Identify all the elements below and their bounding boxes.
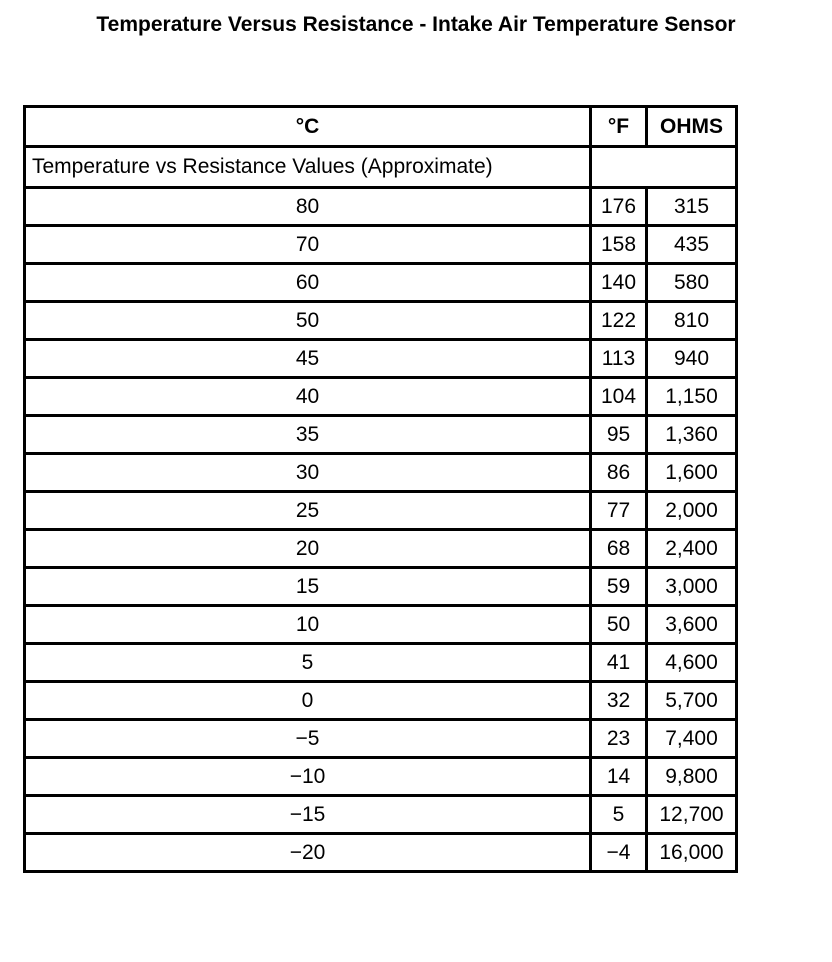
fahrenheit-cell: −4: [591, 834, 647, 872]
ohms-cell: 435: [647, 226, 737, 264]
fahrenheit-cell: 41: [591, 644, 647, 682]
table-row: [25, 606, 737, 644]
ohms-cell: 3,600: [647, 606, 737, 644]
celsius-cell: −20: [25, 834, 591, 872]
table-row: [25, 682, 737, 720]
ohms-cell: 9,800: [647, 758, 737, 796]
header-celsius: °C: [25, 107, 591, 147]
table-row: [25, 340, 737, 378]
celsius-cell: 15: [25, 568, 591, 606]
fahrenheit-cell: 59: [591, 568, 647, 606]
celsius-cell: 70: [25, 226, 591, 264]
table-subtitle: Temperature vs Resistance Values (Approximate): [25, 147, 591, 188]
celsius-cell: 45: [25, 340, 591, 378]
header-fahrenheit: °F: [591, 107, 647, 147]
table-row: [25, 302, 737, 340]
ohms-cell: 1,150: [647, 378, 737, 416]
ohms-cell: 810: [647, 302, 737, 340]
fahrenheit-cell: 95: [591, 416, 647, 454]
table-row: [25, 454, 737, 492]
ohms-cell: 1,600: [647, 454, 737, 492]
table-row: [25, 416, 737, 454]
table-row: [25, 378, 737, 416]
fahrenheit-cell: 122: [591, 302, 647, 340]
table-row: [25, 264, 737, 302]
table-row: [25, 720, 737, 758]
fahrenheit-cell: 23: [591, 720, 647, 758]
table-row: [25, 188, 737, 226]
fahrenheit-cell: 140: [591, 264, 647, 302]
celsius-cell: 60: [25, 264, 591, 302]
ohms-cell: 7,400: [647, 720, 737, 758]
fahrenheit-cell: 5: [591, 796, 647, 834]
ohms-cell: 3,000: [647, 568, 737, 606]
celsius-cell: −15: [25, 796, 591, 834]
fahrenheit-cell: 77: [591, 492, 647, 530]
temperature-resistance-table: [23, 105, 738, 873]
table-row: [25, 492, 737, 530]
ohms-cell: 580: [647, 264, 737, 302]
celsius-cell: 25: [25, 492, 591, 530]
subtitle-empty-cell: [591, 147, 737, 188]
fahrenheit-cell: 50: [591, 606, 647, 644]
celsius-cell: 40: [25, 378, 591, 416]
celsius-cell: 10: [25, 606, 591, 644]
table-row: [25, 226, 737, 264]
ohms-cell: 2,000: [647, 492, 737, 530]
fahrenheit-cell: 32: [591, 682, 647, 720]
celsius-cell: 5: [25, 644, 591, 682]
celsius-cell: 30: [25, 454, 591, 492]
ohms-cell: 12,700: [647, 796, 737, 834]
subtitle-row: [25, 147, 737, 188]
celsius-cell: 80: [25, 188, 591, 226]
table-row: [25, 758, 737, 796]
ohms-cell: 1,360: [647, 416, 737, 454]
fahrenheit-cell: 176: [591, 188, 647, 226]
fahrenheit-cell: 113: [591, 340, 647, 378]
header-row: [25, 107, 737, 147]
celsius-cell: 0: [25, 682, 591, 720]
ohms-cell: 5,700: [647, 682, 737, 720]
fahrenheit-cell: 14: [591, 758, 647, 796]
celsius-cell: −10: [25, 758, 591, 796]
ohms-cell: 2,400: [647, 530, 737, 568]
celsius-cell: 35: [25, 416, 591, 454]
table-row: [25, 834, 737, 872]
celsius-cell: 20: [25, 530, 591, 568]
ohms-cell: 16,000: [647, 834, 737, 872]
celsius-cell: 50: [25, 302, 591, 340]
ohms-cell: 940: [647, 340, 737, 378]
table-row: [25, 796, 737, 834]
fahrenheit-cell: 86: [591, 454, 647, 492]
table-row: [25, 530, 737, 568]
page-title: Temperature Versus Resistance - Intake Air Temperature Sensor: [96, 13, 736, 36]
ohms-cell: 4,600: [647, 644, 737, 682]
ohms-cell: 315: [647, 188, 737, 226]
table-row: [25, 644, 737, 682]
fahrenheit-cell: 104: [591, 378, 647, 416]
celsius-cell: −5: [25, 720, 591, 758]
fahrenheit-cell: 158: [591, 226, 647, 264]
fahrenheit-cell: 68: [591, 530, 647, 568]
header-ohms: OHMS: [647, 107, 737, 147]
table-row: [25, 568, 737, 606]
